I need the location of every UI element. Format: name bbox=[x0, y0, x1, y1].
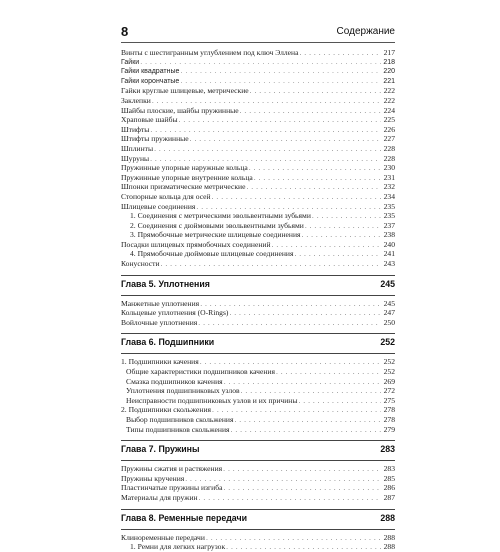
toc-entry[interactable] bbox=[121, 48, 395, 58]
toc-entry-title: Материалы для пружин bbox=[121, 492, 198, 502]
chapter-page: 288 bbox=[380, 512, 395, 523]
toc-entry[interactable] bbox=[121, 415, 395, 425]
toc-entry-page: 221 bbox=[383, 77, 395, 85]
dot-leader bbox=[179, 77, 381, 87]
dot-leader bbox=[228, 308, 381, 318]
dot-leader bbox=[149, 154, 381, 164]
toc-entry-page: 228 bbox=[383, 153, 395, 163]
toc-entry-title: Шпонки призматические метрические bbox=[121, 182, 246, 192]
toc-entry[interactable] bbox=[121, 405, 395, 415]
toc-entry-title: Кольцевые уплотнения (O-Rings) bbox=[121, 308, 229, 318]
toc-entry-title: Манжетные уплотнения bbox=[121, 298, 200, 308]
toc-entry-title: Гайки корончатые bbox=[121, 77, 180, 85]
toc-entry[interactable] bbox=[121, 221, 395, 231]
chapter-title: Глава 8. Ременные передачи bbox=[121, 512, 247, 523]
toc-entry-page: 285 bbox=[383, 473, 395, 483]
running-header bbox=[121, 24, 395, 42]
toc-entry-page: 252 bbox=[383, 357, 395, 367]
toc-entry[interactable] bbox=[121, 240, 395, 250]
dot-leader bbox=[151, 96, 381, 106]
dot-leader bbox=[199, 357, 381, 367]
toc-entry-page: 279 bbox=[383, 424, 395, 434]
toc-entry[interactable] bbox=[121, 425, 395, 435]
chapter-title: Глава 5. Уплотнения bbox=[121, 278, 210, 289]
chapter-rule bbox=[121, 353, 395, 354]
toc-entry-title: Уплотнения подшипниковых узлов bbox=[126, 386, 240, 396]
toc-entry-title: Неисправности подшипниковых узлов и их причины bbox=[126, 395, 298, 405]
dot-leader bbox=[240, 386, 381, 396]
toc-entry-title: 2. Соединения с дюймовыми эвольвентными зубьями bbox=[130, 220, 304, 230]
toc-entry-title: Пластинчатые пружины изгиба bbox=[121, 483, 223, 493]
dot-leader bbox=[230, 425, 381, 435]
toc-entry[interactable] bbox=[121, 77, 395, 87]
running-title: Содержание bbox=[336, 26, 395, 37]
chapter-heading[interactable] bbox=[121, 275, 395, 292]
toc-entry[interactable] bbox=[121, 211, 395, 221]
dot-leader bbox=[153, 144, 381, 154]
toc-entry-page: 222 bbox=[383, 95, 395, 105]
toc-entry-page: 252 bbox=[383, 367, 395, 377]
toc-entry[interactable] bbox=[121, 134, 395, 144]
toc-entry[interactable] bbox=[121, 377, 395, 387]
toc-entry-page: 286 bbox=[383, 483, 395, 493]
dot-leader bbox=[223, 377, 381, 387]
toc-entry[interactable] bbox=[121, 58, 395, 68]
toc-entry[interactable] bbox=[121, 396, 395, 406]
toc-entry-page: 269 bbox=[383, 376, 395, 386]
toc-entry-page: 220 bbox=[383, 68, 395, 76]
toc-entry[interactable] bbox=[121, 367, 395, 377]
toc-entry-title: Храповые шайбы bbox=[121, 115, 178, 125]
toc-entry[interactable] bbox=[121, 493, 395, 503]
chapter-page: 245 bbox=[380, 278, 395, 289]
toc-entry-title: 3. Прямобочные метрические шлицевые соединения bbox=[130, 230, 301, 240]
header-rule bbox=[121, 42, 395, 43]
toc-entry-title: Шуруны bbox=[121, 153, 150, 163]
toc-entry[interactable] bbox=[121, 474, 395, 484]
dot-leader bbox=[189, 134, 381, 144]
toc-entry-title: Пружинные упорные внутренние кольца bbox=[121, 172, 253, 182]
toc-entry-title: Выбор подшипников скольжения bbox=[126, 415, 234, 424]
dot-leader bbox=[301, 230, 381, 240]
toc-entry-page: 222 bbox=[383, 86, 395, 96]
toc-entry-title: 1. Соединения с метрическими эвольвентными зубьями bbox=[130, 211, 311, 221]
toc-entry-title: Штифты bbox=[121, 124, 150, 134]
page-number: 8 bbox=[121, 24, 129, 39]
toc-entry-title: 4. Прямобочные дюймовые шлицевые соединения bbox=[130, 249, 294, 259]
toc-entry-title: 2. Подшипники скольжения bbox=[121, 405, 212, 415]
toc-entry-page: 217 bbox=[383, 48, 395, 57]
dot-leader bbox=[205, 533, 381, 543]
chapter-heading[interactable] bbox=[121, 440, 395, 457]
toc-entry-title: Шлицевые соединения bbox=[121, 201, 196, 211]
toc-entry[interactable] bbox=[121, 318, 395, 328]
toc-entry-title: Пружины сжатия и растяжения bbox=[121, 464, 223, 474]
toc-entry-page: 218 bbox=[383, 58, 395, 66]
toc-entry-title: 1. Ремни для легких нагрузок bbox=[130, 542, 226, 552]
toc-entry-page: 240 bbox=[383, 239, 395, 249]
dot-leader bbox=[299, 48, 382, 58]
toc-entry-title: Войлочные уплотнения bbox=[121, 317, 198, 327]
dot-leader bbox=[197, 318, 381, 328]
toc-entry[interactable] bbox=[121, 357, 395, 367]
dot-leader bbox=[271, 240, 381, 250]
table-of-contents bbox=[121, 48, 395, 552]
toc-entry[interactable] bbox=[121, 483, 395, 493]
toc-entry-page: 288 bbox=[383, 532, 395, 542]
toc-entry-page: 245 bbox=[383, 298, 395, 308]
toc-entry[interactable] bbox=[121, 173, 395, 183]
chapter-title: Глава 6. Подшипники bbox=[121, 337, 215, 348]
toc-entry-page: 243 bbox=[383, 259, 395, 269]
chapter-page: 252 bbox=[380, 337, 395, 348]
toc-entry-page: 241 bbox=[383, 249, 395, 259]
toc-entry-page: 278 bbox=[383, 415, 395, 424]
toc-entry-page: 228 bbox=[383, 143, 395, 153]
toc-entry-title: Пружины кручения bbox=[121, 473, 185, 483]
toc-entry-title: Шплинты bbox=[121, 143, 154, 153]
dot-leader bbox=[211, 405, 381, 415]
dot-leader bbox=[275, 367, 381, 377]
toc-entry-title: Смазка подшипников качения bbox=[126, 376, 223, 386]
dot-leader bbox=[304, 221, 381, 231]
toc-entry[interactable] bbox=[121, 230, 395, 240]
dot-leader bbox=[184, 474, 381, 484]
dot-leader bbox=[179, 67, 381, 77]
toc-entry[interactable] bbox=[121, 542, 395, 552]
toc-entry-page: 250 bbox=[383, 317, 395, 327]
chapter-rule bbox=[121, 529, 395, 530]
chapter-heading[interactable] bbox=[121, 509, 395, 526]
toc-entry[interactable] bbox=[121, 182, 395, 192]
toc-entry-page: 235 bbox=[383, 201, 395, 211]
dot-leader bbox=[225, 542, 381, 552]
dot-leader bbox=[311, 211, 381, 221]
toc-entry[interactable] bbox=[121, 86, 395, 96]
dot-leader bbox=[239, 106, 381, 116]
dot-leader bbox=[178, 115, 381, 125]
toc-entry[interactable] bbox=[121, 259, 395, 269]
toc-entry-page: 225 bbox=[383, 115, 395, 125]
dot-leader bbox=[253, 173, 381, 183]
toc-entry[interactable] bbox=[121, 533, 395, 543]
toc-entry[interactable] bbox=[121, 192, 395, 202]
toc-entry-page: 238 bbox=[383, 230, 395, 240]
toc-entry-page: 275 bbox=[383, 395, 395, 405]
dot-leader bbox=[293, 249, 381, 259]
toc-entry[interactable] bbox=[121, 125, 395, 135]
dot-leader bbox=[222, 483, 381, 493]
toc-entry-title: Шайбы плоские, шайбы пружинные bbox=[121, 105, 239, 115]
toc-entry-page: 232 bbox=[383, 182, 395, 192]
toc-entry[interactable] bbox=[121, 249, 395, 259]
toc-entry[interactable] bbox=[121, 163, 395, 173]
toc-entry-title: Гайки круглые шлицевые, метрические bbox=[121, 86, 249, 96]
toc-entry[interactable] bbox=[121, 144, 395, 154]
dot-leader bbox=[297, 396, 381, 406]
toc-entry-page: 231 bbox=[383, 172, 395, 182]
toc-entry-page: 278 bbox=[383, 405, 395, 415]
toc-entry[interactable] bbox=[121, 154, 395, 164]
toc-entry-title: 1. Подшипники качения bbox=[121, 357, 199, 367]
toc-entry-title: Винты с шестигранным углублением под ключ Эллена bbox=[121, 48, 299, 57]
toc-entry-page: 247 bbox=[383, 308, 395, 318]
toc-entry-page: 288 bbox=[383, 542, 395, 552]
toc-entry[interactable] bbox=[121, 464, 395, 474]
toc-entry-title: Штифты пружинные bbox=[121, 134, 189, 144]
toc-entry-title: Посадки шлицевых прямобочных соединений bbox=[121, 239, 271, 249]
toc-entry-title: Общие характеристики подшипников качения bbox=[126, 367, 275, 377]
toc-entry-page: 226 bbox=[383, 124, 395, 134]
toc-entry[interactable] bbox=[121, 308, 395, 318]
dot-leader bbox=[222, 464, 381, 474]
toc-entry[interactable] bbox=[121, 67, 395, 77]
toc-entry-page: 235 bbox=[383, 211, 395, 221]
toc-entry[interactable] bbox=[121, 299, 395, 309]
dot-leader bbox=[199, 299, 381, 309]
toc-entry[interactable] bbox=[121, 202, 395, 212]
dot-leader bbox=[149, 125, 381, 135]
toc-entry-page: 224 bbox=[383, 105, 395, 115]
dot-leader bbox=[160, 259, 381, 269]
toc-entry-page: 272 bbox=[383, 386, 395, 396]
toc-entry-title: Клиноременные передачи bbox=[121, 532, 205, 542]
dot-leader bbox=[233, 415, 381, 425]
chapter-rule bbox=[121, 295, 395, 296]
chapter-rule bbox=[121, 460, 395, 461]
toc-entry-page: 237 bbox=[383, 220, 395, 230]
toc-entry-page: 287 bbox=[383, 492, 395, 502]
chapter-title: Глава 7. Пружины bbox=[121, 444, 200, 455]
dot-leader bbox=[249, 86, 381, 96]
toc-entry-title: Стопорные кольца для осей bbox=[121, 191, 211, 201]
toc-entry[interactable] bbox=[121, 106, 395, 116]
toc-entry-page: 283 bbox=[383, 464, 395, 474]
toc-entry-page: 227 bbox=[383, 134, 395, 144]
dot-leader bbox=[198, 493, 381, 503]
toc-entry[interactable] bbox=[121, 386, 395, 396]
toc-entry-title: Заклепки bbox=[121, 95, 151, 105]
toc-entry-title: Пружинные упорные наружные кольца bbox=[121, 163, 248, 173]
dot-leader bbox=[195, 202, 381, 212]
dot-leader bbox=[245, 182, 381, 192]
dot-leader bbox=[248, 163, 381, 173]
toc-entry[interactable] bbox=[121, 115, 395, 125]
toc-entry-title: Конусности bbox=[121, 259, 160, 269]
toc-entry-title: Гайки квадратные bbox=[121, 68, 180, 76]
dot-leader bbox=[139, 58, 381, 68]
toc-entry-page: 234 bbox=[383, 191, 395, 201]
toc-entry-page: 230 bbox=[383, 163, 395, 173]
chapter-heading[interactable] bbox=[121, 333, 395, 350]
toc-entry[interactable] bbox=[121, 96, 395, 106]
toc-entry-title: Гайки bbox=[121, 58, 140, 66]
dot-leader bbox=[211, 192, 381, 202]
toc-entry-title: Типы подшипников скольжения bbox=[126, 424, 230, 434]
chapter-page: 283 bbox=[380, 444, 395, 455]
